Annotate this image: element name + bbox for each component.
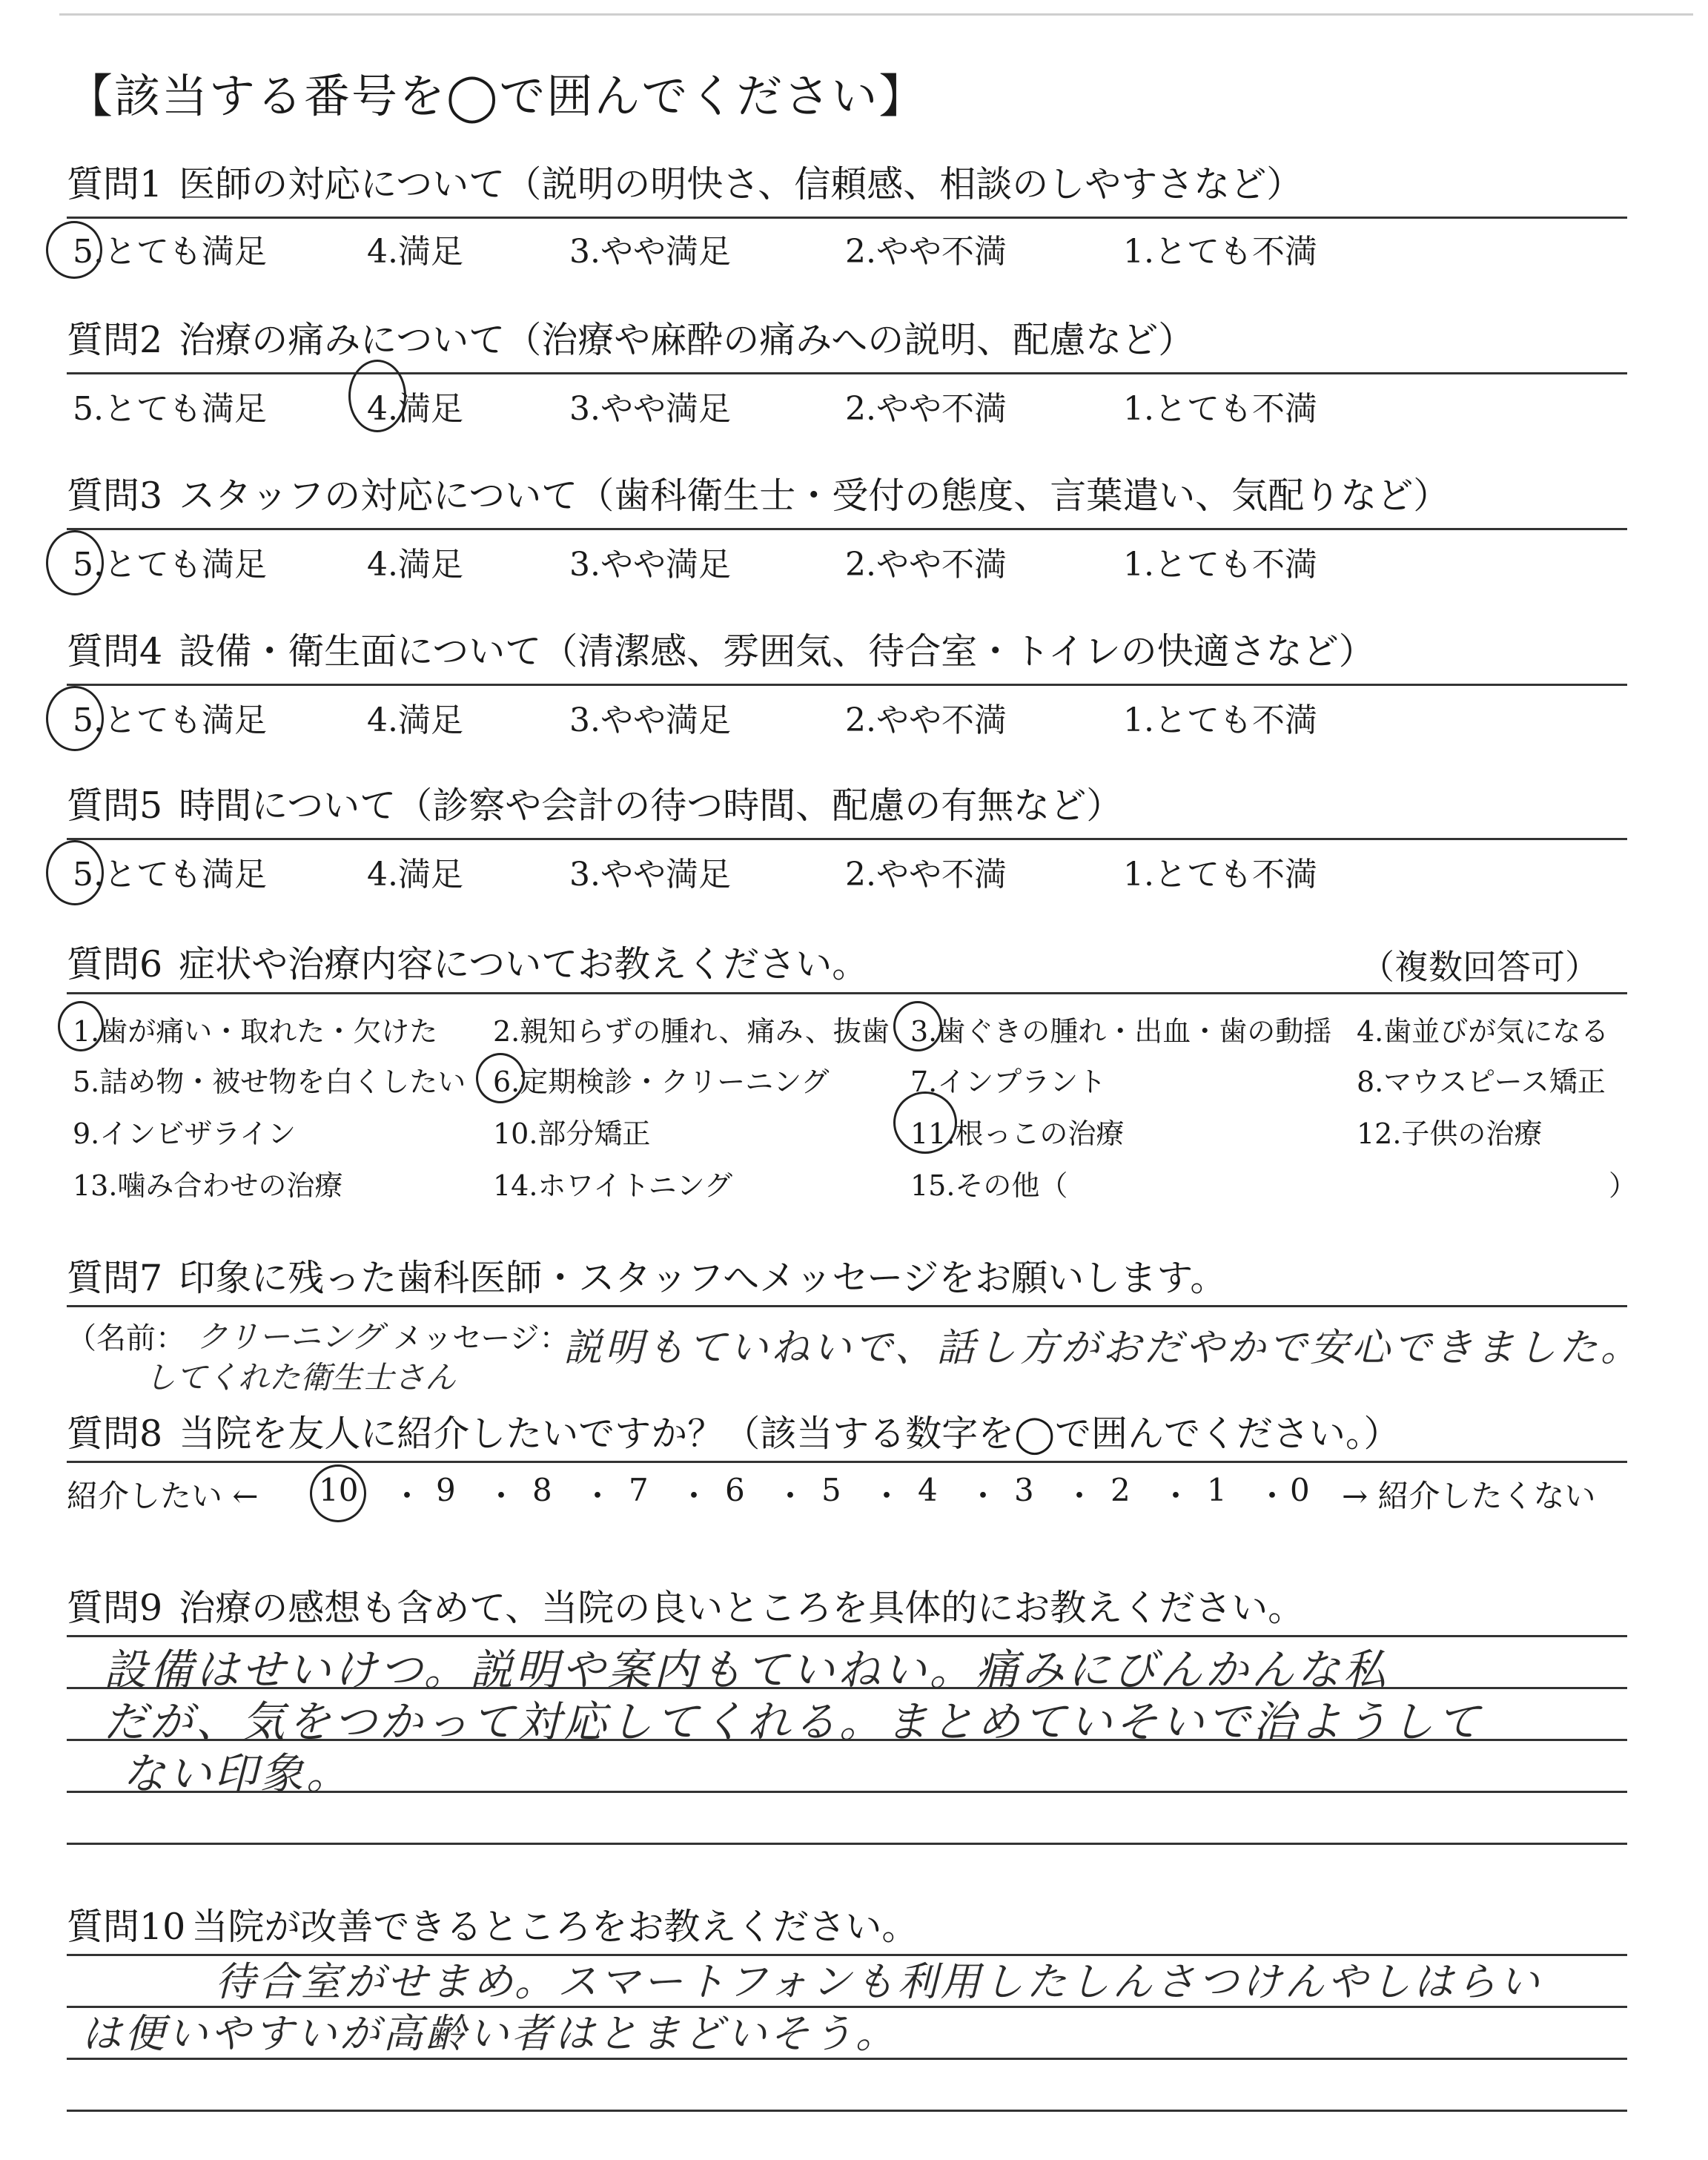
- selection-circle: [348, 360, 406, 432]
- question-text: 医師の対応について（説明の明快さ、信頼感、相談のしやすさなど）: [179, 163, 1303, 205]
- question-text: 当院が改善できるところをお教えください。: [191, 1906, 918, 1948]
- question-number: 質問2: [67, 319, 163, 361]
- q1-option-1[interactable]: 1.とても不満: [1123, 233, 1317, 271]
- q10-answer-line1[interactable]: 待合室がせまめ。スマートフォンも利用したしんさつけんやしはらい: [215, 1958, 1543, 2005]
- q3-option-2[interactable]: 2.やや不満: [845, 546, 1007, 584]
- question-number: 質問6: [67, 943, 163, 985]
- question-text: 印象に残った歯科医師・スタッフへメッセージをお願いします。: [179, 1257, 1227, 1299]
- scale-8[interactable]: 8: [532, 1472, 552, 1508]
- divider: [67, 217, 1627, 219]
- top-border: [59, 13, 1693, 16]
- scale-9[interactable]: 9: [436, 1472, 456, 1508]
- question-number: 質問10: [67, 1906, 186, 1948]
- question-text: 時間について（診察や会計の待つ時間、配慮の有無など）: [179, 785, 1123, 827]
- scale-0[interactable]: 0: [1290, 1472, 1310, 1508]
- question-text: 設備・衛生面について（清潔感、雰囲気、待合室・トイレの快適さなど）: [179, 630, 1375, 673]
- q6-option-15[interactable]: 15.その他（: [910, 1169, 1068, 1202]
- question-number: 質問8: [67, 1413, 163, 1455]
- scale-separator: ・: [871, 1478, 903, 1514]
- q6-option-13[interactable]: 13.噛み合わせの治療: [73, 1169, 343, 1202]
- scale-10[interactable]: 10: [319, 1472, 359, 1508]
- q5-option-2[interactable]: 2.やや不満: [845, 856, 1007, 894]
- selection-circle: [46, 840, 104, 905]
- question-8: [67, 1405, 1400, 1457]
- divider: [67, 684, 1627, 686]
- scale-2[interactable]: 2: [1110, 1472, 1131, 1508]
- divider: [67, 528, 1627, 530]
- q5-option-4[interactable]: 4.満足: [367, 856, 463, 894]
- multiple-answers-note: （複数回答可）: [1360, 947, 1599, 987]
- page-title: 【該当する番号を◯で囲んでください】: [67, 69, 927, 123]
- q4-option-5[interactable]: 5.とても満足: [73, 701, 267, 739]
- scale-separator: ・: [1064, 1478, 1096, 1514]
- scale-7[interactable]: 7: [629, 1472, 649, 1508]
- q2-option-2[interactable]: 2.やや不満: [845, 390, 1007, 428]
- scale-5[interactable]: 5: [821, 1472, 841, 1508]
- question-5: [67, 777, 1122, 829]
- q5-option-3[interactable]: 3.やや満足: [569, 856, 731, 894]
- answer-line: [67, 2110, 1627, 2112]
- q5-option-1[interactable]: 1.とても不満: [1123, 856, 1317, 894]
- question-2: [67, 311, 1194, 363]
- q6-option-12[interactable]: 12.子供の治療: [1357, 1117, 1543, 1150]
- q4-option-1[interactable]: 1.とても不満: [1123, 701, 1317, 739]
- question-10: [67, 1898, 918, 1950]
- scale-separator: ・: [775, 1478, 807, 1514]
- message-label: メッセージ：: [393, 1321, 569, 1355]
- question-number: 質問3: [67, 475, 163, 517]
- question-9: [67, 1579, 1304, 1631]
- divider: [67, 1461, 1627, 1463]
- question-6: [67, 936, 868, 988]
- q1-option-5[interactable]: 5.とても満足: [73, 233, 267, 271]
- q6-option-5[interactable]: 5.詰め物・被せ物を白くしたい: [73, 1066, 466, 1098]
- question-number: 質問9: [67, 1587, 163, 1629]
- q3-option-3[interactable]: 3.やや満足: [569, 546, 731, 584]
- scale-separator: ・: [582, 1478, 614, 1514]
- question-text: スタッフの対応について（歯科衛生士・受付の態度、言葉遣い、気配りなど）: [179, 475, 1450, 517]
- question-text: 治療の感想も含めて、当院の良いところを具体的にお教えください。: [179, 1587, 1305, 1629]
- q6-option-4[interactable]: 4.歯並びが気になる: [1357, 1015, 1609, 1048]
- scale-separator: ・: [391, 1478, 423, 1514]
- question-number: 質問7: [67, 1257, 163, 1299]
- q10-answer-line2[interactable]: は便いやすいが高齢い者はとまどいそう。: [82, 2010, 898, 2057]
- q3-option-4[interactable]: 4.満足: [367, 546, 463, 584]
- q3-option-5[interactable]: 5.とても満足: [73, 546, 267, 584]
- q6-option-10[interactable]: 10.部分矯正: [493, 1117, 651, 1150]
- q3-option-1[interactable]: 1.とても不満: [1123, 546, 1317, 584]
- q4-option-4[interactable]: 4.満足: [367, 701, 463, 739]
- q6-option-11[interactable]: 11.根っこの治療: [910, 1117, 1125, 1150]
- selection-circle: [46, 221, 102, 279]
- q6-option-14[interactable]: 14.ホワイトニング: [493, 1169, 733, 1202]
- question-7: [67, 1249, 1226, 1301]
- question-1: [67, 156, 1302, 208]
- scale-3[interactable]: 3: [1014, 1472, 1034, 1508]
- q6-option-8[interactable]: 8.マウスピース矯正: [1357, 1066, 1606, 1098]
- question-3: [67, 467, 1449, 519]
- name-handwriting-line2[interactable]: してくれた衛生士さん: [145, 1359, 457, 1396]
- message-handwriting[interactable]: 説明もていねいで、話し方がおだやかで安心できました。: [563, 1326, 1642, 1370]
- divider: [67, 992, 1627, 994]
- selection-circle: [46, 530, 104, 595]
- q2-option-4[interactable]: 4.満足: [367, 390, 463, 428]
- divider: [67, 1305, 1627, 1307]
- divider: [67, 838, 1627, 840]
- scale-separator: ・: [967, 1478, 999, 1514]
- recommend-label: 紹介したい ←: [67, 1478, 259, 1514]
- name-handwriting-line1[interactable]: クリーニング: [196, 1318, 383, 1355]
- name-label: （名前：: [67, 1321, 185, 1355]
- question-number: 質問4: [67, 630, 163, 673]
- q6-option-9[interactable]: 9.インビザライン: [73, 1117, 297, 1150]
- scale-1[interactable]: 1: [1207, 1472, 1227, 1508]
- scale-separator: ・: [1160, 1478, 1192, 1514]
- q6-option-6[interactable]: 6.定期検診・クリーニング: [493, 1066, 830, 1098]
- selection-circle: [58, 1001, 104, 1051]
- selection-circle: [310, 1464, 366, 1522]
- question-4: [67, 623, 1375, 675]
- selection-circle: [476, 1053, 525, 1103]
- q1-option-4[interactable]: 4.満足: [367, 233, 463, 271]
- q2-option-1[interactable]: 1.とても不満: [1123, 390, 1317, 428]
- q1-option-3[interactable]: 3.やや満足: [569, 233, 731, 271]
- q9-answer-line1[interactable]: 設備はせいけつ。説明や案内もていねい。痛みにびんかんな私: [104, 1645, 1389, 1695]
- question-text: 治療の痛みについて（治療や麻酔の痛みへの説明、配慮など）: [179, 319, 1195, 361]
- q4-option-3[interactable]: 3.やや満足: [569, 701, 731, 739]
- q6-option-7[interactable]: 7.インプラント: [910, 1066, 1107, 1098]
- q9-answer-line2[interactable]: だが、気をつかって対応してくれる。まとめていそいで治ようして: [104, 1697, 1483, 1747]
- scale-separator: ・: [486, 1478, 517, 1514]
- q4-option-2[interactable]: 2.やや不満: [845, 701, 1007, 739]
- q5-option-5[interactable]: 5.とても満足: [73, 856, 267, 894]
- divider: [67, 372, 1627, 374]
- question-text: 当院を友人に紹介したいですか？（該当する数字を◯で囲んでください。）: [179, 1413, 1400, 1455]
- q6-option-3[interactable]: 3.歯ぐきの腫れ・出血・歯の動揺: [910, 1015, 1332, 1048]
- scale-6[interactable]: 6: [725, 1472, 745, 1508]
- scale-separator: ・: [678, 1478, 710, 1514]
- answer-line: [67, 1843, 1627, 1845]
- q2-option-3[interactable]: 3.やや満足: [569, 390, 731, 428]
- question-number: 質問5: [67, 785, 163, 827]
- q6-option-1[interactable]: 1.歯が痛い・取れた・欠けた: [73, 1015, 438, 1048]
- selection-circle: [893, 1091, 957, 1154]
- selection-circle: [46, 686, 104, 751]
- q6-option-2[interactable]: 2.親知らずの腫れ、痛み、抜歯: [493, 1015, 890, 1048]
- q1-option-2[interactable]: 2.やや不満: [845, 233, 1007, 271]
- question-text: 症状や治療内容についてお教えください。: [179, 943, 869, 985]
- q9-answer-line3[interactable]: ない印象。: [122, 1748, 353, 1799]
- q2-option-5[interactable]: 5.とても満足: [73, 390, 267, 428]
- scale-4[interactable]: 4: [918, 1472, 938, 1508]
- selection-circle: [893, 1001, 942, 1051]
- scale-separator: ・: [1257, 1478, 1288, 1514]
- q6-option-15-close: ）: [1609, 1169, 1638, 1202]
- question-number: 質問1: [67, 163, 163, 205]
- not-recommend-label: → 紹介したくない: [1342, 1478, 1596, 1514]
